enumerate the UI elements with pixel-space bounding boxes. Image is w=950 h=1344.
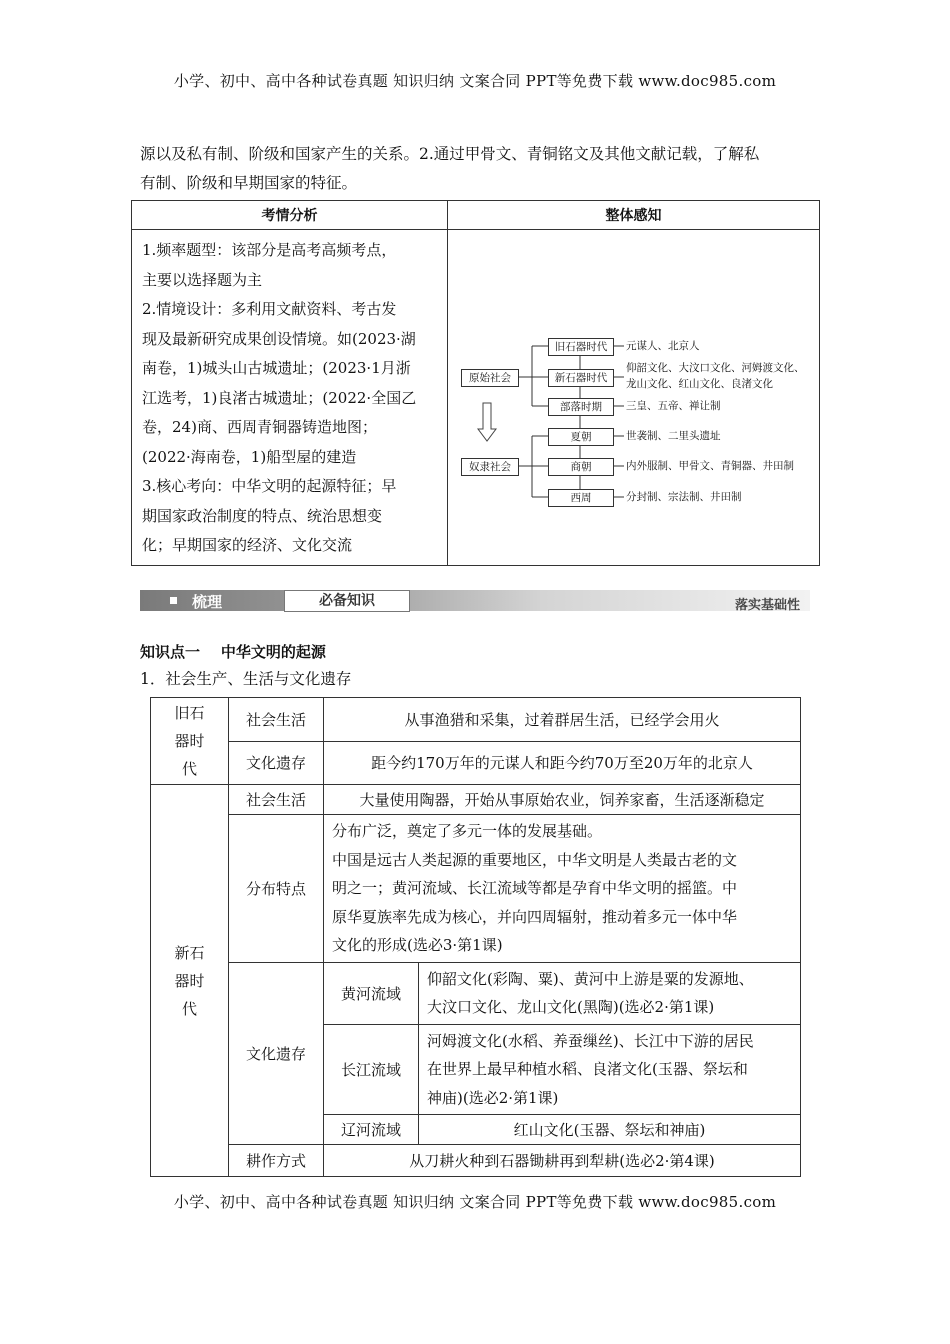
analysis-line: 2.情境设计：多利用文献资料、考古发 bbox=[142, 300, 397, 318]
perception-cell bbox=[448, 230, 820, 566]
paleo-heritage: 距今约170万年的元谋人和距今约70万至20万年的北京人 bbox=[324, 741, 801, 785]
basin-label: 黄河流域 bbox=[324, 962, 419, 1024]
analysis-line: 期国家政治制度的特点、统治思想变 bbox=[142, 506, 383, 525]
diagram-connectors bbox=[449, 231, 822, 556]
page-header: 小学、初中、高中各种试卷真题 知识归纳 文案合同 PPT等免费下载 www.doc985.com bbox=[173, 72, 777, 90]
stage-tribal: 部落时期 bbox=[548, 398, 614, 416]
stage-xia: 夏朝 bbox=[548, 428, 614, 446]
row-label: 文化遗存 bbox=[229, 962, 324, 1145]
detail-neolithic-1: 仰韶文化、大汶口文化、河姆渡文化、 bbox=[626, 362, 805, 374]
detail-tribal: 三皇、五帝、禅让制 bbox=[626, 400, 721, 412]
banner-tab: 必备知识 bbox=[284, 590, 410, 612]
text-line: 仰韶文化(彩陶、粟)、黄河中上游是粟的发源地、 bbox=[427, 969, 754, 988]
banner-title: 梳理 bbox=[192, 593, 223, 611]
analysis-line: 主要以选择题为主 bbox=[142, 270, 263, 289]
detail-paleolithic: 元谋人、北京人 bbox=[626, 340, 700, 352]
detail-shang: 内外服制、甲骨文、青铜器、井田制 bbox=[626, 460, 794, 472]
text-line: 大汶口文化、龙山文化(黑陶)(选必2·第1课) bbox=[427, 998, 715, 1016]
perception-header: 整体感知 bbox=[448, 201, 820, 230]
row-label: 文化遗存 bbox=[229, 741, 324, 785]
text-line: 在世界上最早种植水稻、良渚文化(玉器、祭坛和 bbox=[427, 1060, 748, 1078]
analysis-line: 3.核心考向：中华文明的起源特征；早 bbox=[142, 477, 397, 495]
detail-neolithic-2: 龙山文化、红山文化、良渚文化 bbox=[626, 378, 773, 390]
row-label: 社会生活 bbox=[229, 698, 324, 742]
detail-western-zhou: 分封制、宗法制、井田制 bbox=[626, 491, 742, 503]
text-line: 神庙)(选必2·第1课) bbox=[427, 1088, 559, 1107]
row-label: 社会生活 bbox=[229, 785, 324, 815]
intro-line: 源以及私有制、阶级和国家产生的关系。2.通过甲骨文、青铜铭文及其他文献记载，了解私 bbox=[140, 145, 760, 163]
group-primitive: 原始社会 bbox=[461, 369, 519, 387]
era-neolithic bbox=[151, 785, 229, 1177]
paleo-life: 从事渔猎和采集，过着群居生活，已经学会用火 bbox=[324, 698, 801, 742]
intro-line: 有制、阶级和早期国家的特征。 bbox=[140, 174, 358, 192]
era-label: 旧石器时代 bbox=[174, 704, 205, 778]
text-line: 原华夏族率先成为核心，并向四周辐射，推动着多元一体中华 bbox=[332, 907, 738, 926]
intro-paragraph bbox=[140, 140, 820, 198]
stage-neolithic: 新石器时代 bbox=[548, 369, 614, 387]
row-label: 耕作方式 bbox=[229, 1145, 324, 1177]
neo-life: 大量使用陶器，开始从事原始农业，饲养家畜，生活逐渐稳定 bbox=[324, 785, 801, 815]
analysis-line: (2022·海南卷，1)船型屋的建造 bbox=[142, 447, 357, 466]
stage-paleolithic: 旧石器时代 bbox=[548, 338, 614, 356]
analysis-line: 卷，24)商、西周青铜器铸造地图； bbox=[142, 418, 377, 436]
liao-text: 红山文化(玉器、祭坛和神庙) bbox=[419, 1115, 801, 1145]
text-line: 文化的形成(选必3·第1课) bbox=[332, 936, 503, 954]
text-line: 分布广泛，奠定了多元一体的发展基础。 bbox=[332, 822, 603, 840]
subheading: 1．社会生产、生活与文化遗存 bbox=[140, 670, 352, 688]
down-arrow-icon bbox=[478, 403, 496, 441]
farming-text: 从刀耕火种到石器锄耕再到犁耕(选必2·第4课) bbox=[324, 1145, 801, 1177]
analysis-header: 考情分析 bbox=[132, 201, 448, 230]
analysis-line: 1.频率题型：该部分是高考高频考点， bbox=[142, 241, 397, 259]
banner-right: 落实基础性 bbox=[734, 598, 800, 613]
section-banner bbox=[140, 590, 810, 614]
basin-label: 长江流域 bbox=[324, 1024, 419, 1115]
stage-shang: 商朝 bbox=[548, 458, 614, 476]
yellow-river-text bbox=[419, 962, 801, 1024]
overview-table bbox=[131, 200, 820, 566]
analysis-line: 江选考，1)良渚古城遗址；(2022·全国乙 bbox=[142, 388, 417, 407]
text-line: 明之一；黄河流域、长江流域等都是孕育中华文明的摇篮。中 bbox=[332, 879, 738, 897]
distribution-text bbox=[324, 815, 801, 963]
yangtze-text bbox=[419, 1024, 801, 1115]
era-paleolithic bbox=[151, 698, 229, 785]
analysis-cell bbox=[132, 230, 448, 566]
analysis-line: 化；早期国家的经济、文化交流 bbox=[142, 536, 353, 554]
detail-xia: 世袭制、二里头遗址 bbox=[626, 430, 721, 442]
stage-western-zhou: 西周 bbox=[548, 489, 614, 507]
group-slave: 奴隶社会 bbox=[461, 458, 519, 476]
timeline-diagram bbox=[449, 231, 818, 556]
knowledge-table bbox=[150, 697, 801, 1177]
analysis-line: 现及最新研究成果创设情境。如(2023·湖 bbox=[142, 329, 416, 348]
era-label: 新石器时代 bbox=[174, 943, 205, 1018]
row-label: 分布特点 bbox=[229, 815, 324, 963]
text-line: 中国是远古人类起源的重要地区，中华文明是人类最古老的文 bbox=[332, 850, 738, 869]
analysis-line: 南卷，1)城头山古城遗址；(2023·1月浙 bbox=[142, 359, 411, 377]
banner-bar bbox=[140, 590, 810, 611]
basin-label: 辽河流域 bbox=[324, 1115, 419, 1145]
square-icon bbox=[170, 597, 177, 604]
text-line: 河姆渡文化(水稻、养蚕缫丝)、长江中下游的居民 bbox=[427, 1031, 754, 1050]
knowledge-point-title: 知识点一 中华文明的起源 bbox=[140, 643, 326, 661]
page-footer: 小学、初中、高中各种试卷真题 知识归纳 文案合同 PPT等免费下载 www.doc985.com bbox=[173, 1193, 777, 1211]
